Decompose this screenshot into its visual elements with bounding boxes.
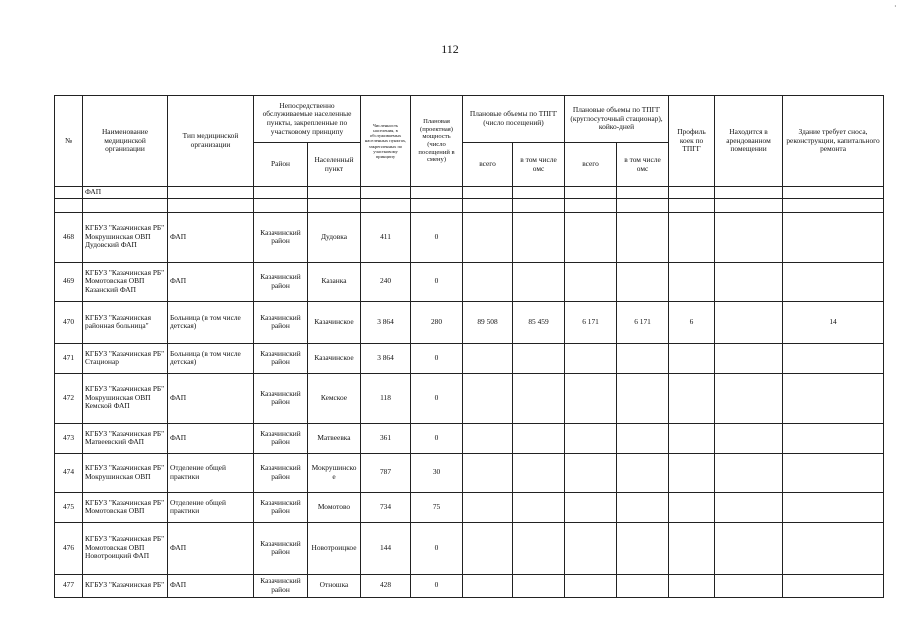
cell-capacity: 0: [411, 262, 463, 301]
cell-type: Отделение общей практики: [168, 453, 254, 492]
cell-population: 428: [361, 574, 411, 597]
cell-rented: [715, 453, 783, 492]
cell-beds-total: [565, 373, 617, 423]
table-row: [55, 492, 884, 522]
cell-visits-total: [463, 373, 513, 423]
cell-district: Казачинский район: [254, 423, 308, 453]
cell-district: Казачинский район: [254, 262, 308, 301]
table-row: [55, 373, 884, 423]
cell-capacity: 0: [411, 574, 463, 597]
cell-profile: [669, 574, 715, 597]
cell-rented: [715, 423, 783, 453]
table-row: [55, 522, 884, 574]
cell-org: КГБУЗ "Казачинская РБ" Момотовская ОВП: [83, 492, 168, 522]
header-beds-total: всего: [565, 143, 617, 187]
cell-profile: [669, 212, 715, 262]
cell-settlement: Отношка: [308, 574, 361, 597]
cell-capacity: 0: [411, 522, 463, 574]
cell-rented: [715, 262, 783, 301]
cell-rented: [715, 212, 783, 262]
table-row: [55, 212, 884, 262]
header-profile-beds: Профиль коек по ТПГГ: [669, 96, 715, 187]
header-tpgg-visits: Плановые объемы по ТПГГ (число посещений): [463, 96, 565, 143]
cell-type: Отделение общей практики: [168, 492, 254, 522]
table-row: [55, 453, 884, 492]
cell-settlement: Казанка: [308, 262, 361, 301]
cell-org: КГБУЗ "Казачинская РБ" Мокрушинская ОВП Кемской ФАП: [83, 373, 168, 423]
cell-profile: [669, 343, 715, 373]
cell-repair: [783, 343, 884, 373]
cell-profile: [669, 262, 715, 301]
header-beds-oms: в том числе омс: [617, 143, 669, 187]
facility-registry-table: [54, 95, 884, 598]
cell-capacity: 0: [411, 423, 463, 453]
cell-org: КГБУЗ "Казачинская РБ" Мокрушинская ОВП Дудовский ФАП: [83, 212, 168, 262]
cell-visits-oms: [513, 343, 565, 373]
cell-beds-oms: 6 171: [617, 301, 669, 343]
cell-population: 734: [361, 492, 411, 522]
cell-population: 240: [361, 262, 411, 301]
cell-settlement: Новотроицкое: [308, 522, 361, 574]
cell-beds-total: [565, 453, 617, 492]
cell-beds-oms: [617, 492, 669, 522]
cell-num: 471: [55, 343, 83, 373]
cell-repair: 14: [783, 301, 884, 343]
cell-type: ФАП: [168, 423, 254, 453]
cell-capacity: 0: [411, 343, 463, 373]
cell-type: ФАП: [168, 522, 254, 574]
cell-beds-oms: [617, 423, 669, 453]
cell-settlement: Мокрушинское: [308, 453, 361, 492]
cell-org: КГБУЗ "Казачинская РБ" Мокрушинская ОВП: [83, 453, 168, 492]
cell-visits-total: 89 508: [463, 301, 513, 343]
cell-population: 144: [361, 522, 411, 574]
cell-visits-oms: [513, 492, 565, 522]
cell-population: 361: [361, 423, 411, 453]
cell-profile: [669, 453, 715, 492]
cell-beds-oms: [617, 522, 669, 574]
section-label: ФАП: [83, 187, 168, 199]
cell-visits-total: [463, 423, 513, 453]
cell-num: 477: [55, 574, 83, 597]
cell-repair: [783, 522, 884, 574]
cell-district: Казачинский район: [254, 343, 308, 373]
cell-org: КГБУЗ "Казачинская РБ" Стационар: [83, 343, 168, 373]
table-header: [55, 96, 884, 187]
header-repair: Здание требует сноса, реконструкции, капитального ремонта: [783, 96, 884, 187]
header-population: Численность населения, в обслуживаемых населенных пунктах, закрепленных по участковому принципу: [361, 96, 411, 187]
corner-mark: ·: [894, 2, 897, 11]
cell-type: Больница (в том числе детская): [168, 343, 254, 373]
table-row: [55, 343, 884, 373]
cell-visits-oms: [513, 453, 565, 492]
cell-district: Казачинский район: [254, 373, 308, 423]
cell-beds-oms: [617, 262, 669, 301]
cell-settlement: Казачинское: [308, 301, 361, 343]
cell-num: 469: [55, 262, 83, 301]
cell-district: Казачинский район: [254, 453, 308, 492]
header-settlement: Населенный пункт: [308, 143, 361, 187]
cell-settlement: Дудовка: [308, 212, 361, 262]
cell-visits-total: [463, 453, 513, 492]
cell-rented: [715, 492, 783, 522]
cell-visits-total: [463, 212, 513, 262]
cell-visits-total: [463, 343, 513, 373]
cell-settlement: Момотово: [308, 492, 361, 522]
cell-num: 470: [55, 301, 83, 343]
cell-district: Казачинский район: [254, 301, 308, 343]
cell-type: ФАП: [168, 373, 254, 423]
cell-rented: [715, 343, 783, 373]
header-tpgg-beds: Плановые объемы по ТПГГ (круглосуточный стационар), койко-дней: [565, 96, 669, 143]
cell-repair: [783, 423, 884, 453]
cell-population: 787: [361, 453, 411, 492]
header-org-type: Тип медицинской организации: [168, 96, 254, 187]
cell-org: КГБУЗ "Казачинская районная больница": [83, 301, 168, 343]
header-num: №: [55, 96, 83, 187]
cell-rented: [715, 301, 783, 343]
cell-repair: [783, 212, 884, 262]
cell-repair: [783, 262, 884, 301]
cell-district: Казачинский район: [254, 574, 308, 597]
cell-visits-oms: [513, 212, 565, 262]
cell-beds-oms: [617, 212, 669, 262]
cell-beds-total: [565, 212, 617, 262]
cell-visits-oms: [513, 522, 565, 574]
page-number: 112: [441, 42, 459, 56]
cell-capacity: 280: [411, 301, 463, 343]
cell-district: Казачинский район: [254, 522, 308, 574]
cell-type: ФАП: [168, 262, 254, 301]
cell-num: 473: [55, 423, 83, 453]
section-row: [55, 187, 884, 199]
cell-type: ФАП: [168, 212, 254, 262]
cell-repair: [783, 492, 884, 522]
table-row: [55, 423, 884, 453]
cell-capacity: 75: [411, 492, 463, 522]
cell-capacity: 30: [411, 453, 463, 492]
cell-visits-total: [463, 262, 513, 301]
header-visits-oms: в том числе омс: [513, 143, 565, 187]
cell-rented: [715, 522, 783, 574]
cell-profile: [669, 522, 715, 574]
cell-settlement: Кемское: [308, 373, 361, 423]
cell-beds-total: [565, 492, 617, 522]
cell-visits-oms: [513, 262, 565, 301]
cell-profile: [669, 492, 715, 522]
cell-visits-oms: [513, 373, 565, 423]
cell-population: 118: [361, 373, 411, 423]
cell-visits-total: [463, 522, 513, 574]
cell-type: Больница (в том числе детская): [168, 301, 254, 343]
cell-beds-total: [565, 262, 617, 301]
header-visits-total: всего: [463, 143, 513, 187]
cell-settlement: Матвеевка: [308, 423, 361, 453]
cell-profile: [669, 373, 715, 423]
cell-org: КГБУЗ "Казачинская РБ" Момотовская ОВП Казанский ФАП: [83, 262, 168, 301]
cell-population: 411: [361, 212, 411, 262]
cell-district: Казачинский район: [254, 492, 308, 522]
cell-rented: [715, 373, 783, 423]
cell-population: 3 864: [361, 343, 411, 373]
cell-visits-total: [463, 574, 513, 597]
cell-beds-total: [565, 423, 617, 453]
cell-beds-total: [565, 522, 617, 574]
cell-beds-total: 6 171: [565, 301, 617, 343]
cell-profile: [669, 423, 715, 453]
cell-num: 472: [55, 373, 83, 423]
table-row: [55, 301, 884, 343]
cell-num: 476: [55, 522, 83, 574]
cell-beds-oms: [617, 453, 669, 492]
cell-population: 3 864: [361, 301, 411, 343]
cell-num: 475: [55, 492, 83, 522]
cell-capacity: 0: [411, 212, 463, 262]
cell-repair: [783, 453, 884, 492]
cell-beds-total: [565, 343, 617, 373]
cell-beds-oms: [617, 343, 669, 373]
header-service-group: Непосредственно обслуживаемые населенные пункты, закрепленные по участковому принципу: [254, 96, 361, 143]
cell-type: ФАП: [168, 574, 254, 597]
table-row: [55, 262, 884, 301]
cell-visits-oms: 85 459: [513, 301, 565, 343]
cell-settlement: Казачинское: [308, 343, 361, 373]
cell-beds-oms: [617, 574, 669, 597]
header-district: Район: [254, 143, 308, 187]
cell-visits-oms: [513, 423, 565, 453]
header-capacity: Плановая (проектная) мощность (число посещений в смену): [411, 96, 463, 187]
cell-repair: [783, 574, 884, 597]
header-org-name: Наименование медицинской организации: [83, 96, 168, 187]
cell-num: 468: [55, 212, 83, 262]
cell-num: 474: [55, 453, 83, 492]
cell-rented: [715, 574, 783, 597]
spacer-row: [55, 198, 884, 212]
cell-repair: [783, 373, 884, 423]
cell-district: Казачинский район: [254, 212, 308, 262]
cell-visits-oms: [513, 574, 565, 597]
cell-org: КГБУЗ "Казачинская РБ": [83, 574, 168, 597]
cell-capacity: 0: [411, 373, 463, 423]
cell-visits-total: [463, 492, 513, 522]
cell-org: КГБУЗ "Казачинская РБ" Матвеевский ФАП: [83, 423, 168, 453]
cell-beds-total: [565, 574, 617, 597]
cell-beds-oms: [617, 373, 669, 423]
table-row: [55, 574, 884, 597]
cell-profile: 6: [669, 301, 715, 343]
cell-org: КГБУЗ "Казачинская РБ" Момотовская ОВП Новотроицкий ФАП: [83, 522, 168, 574]
header-rented: Находится в арендованном помещении: [715, 96, 783, 187]
